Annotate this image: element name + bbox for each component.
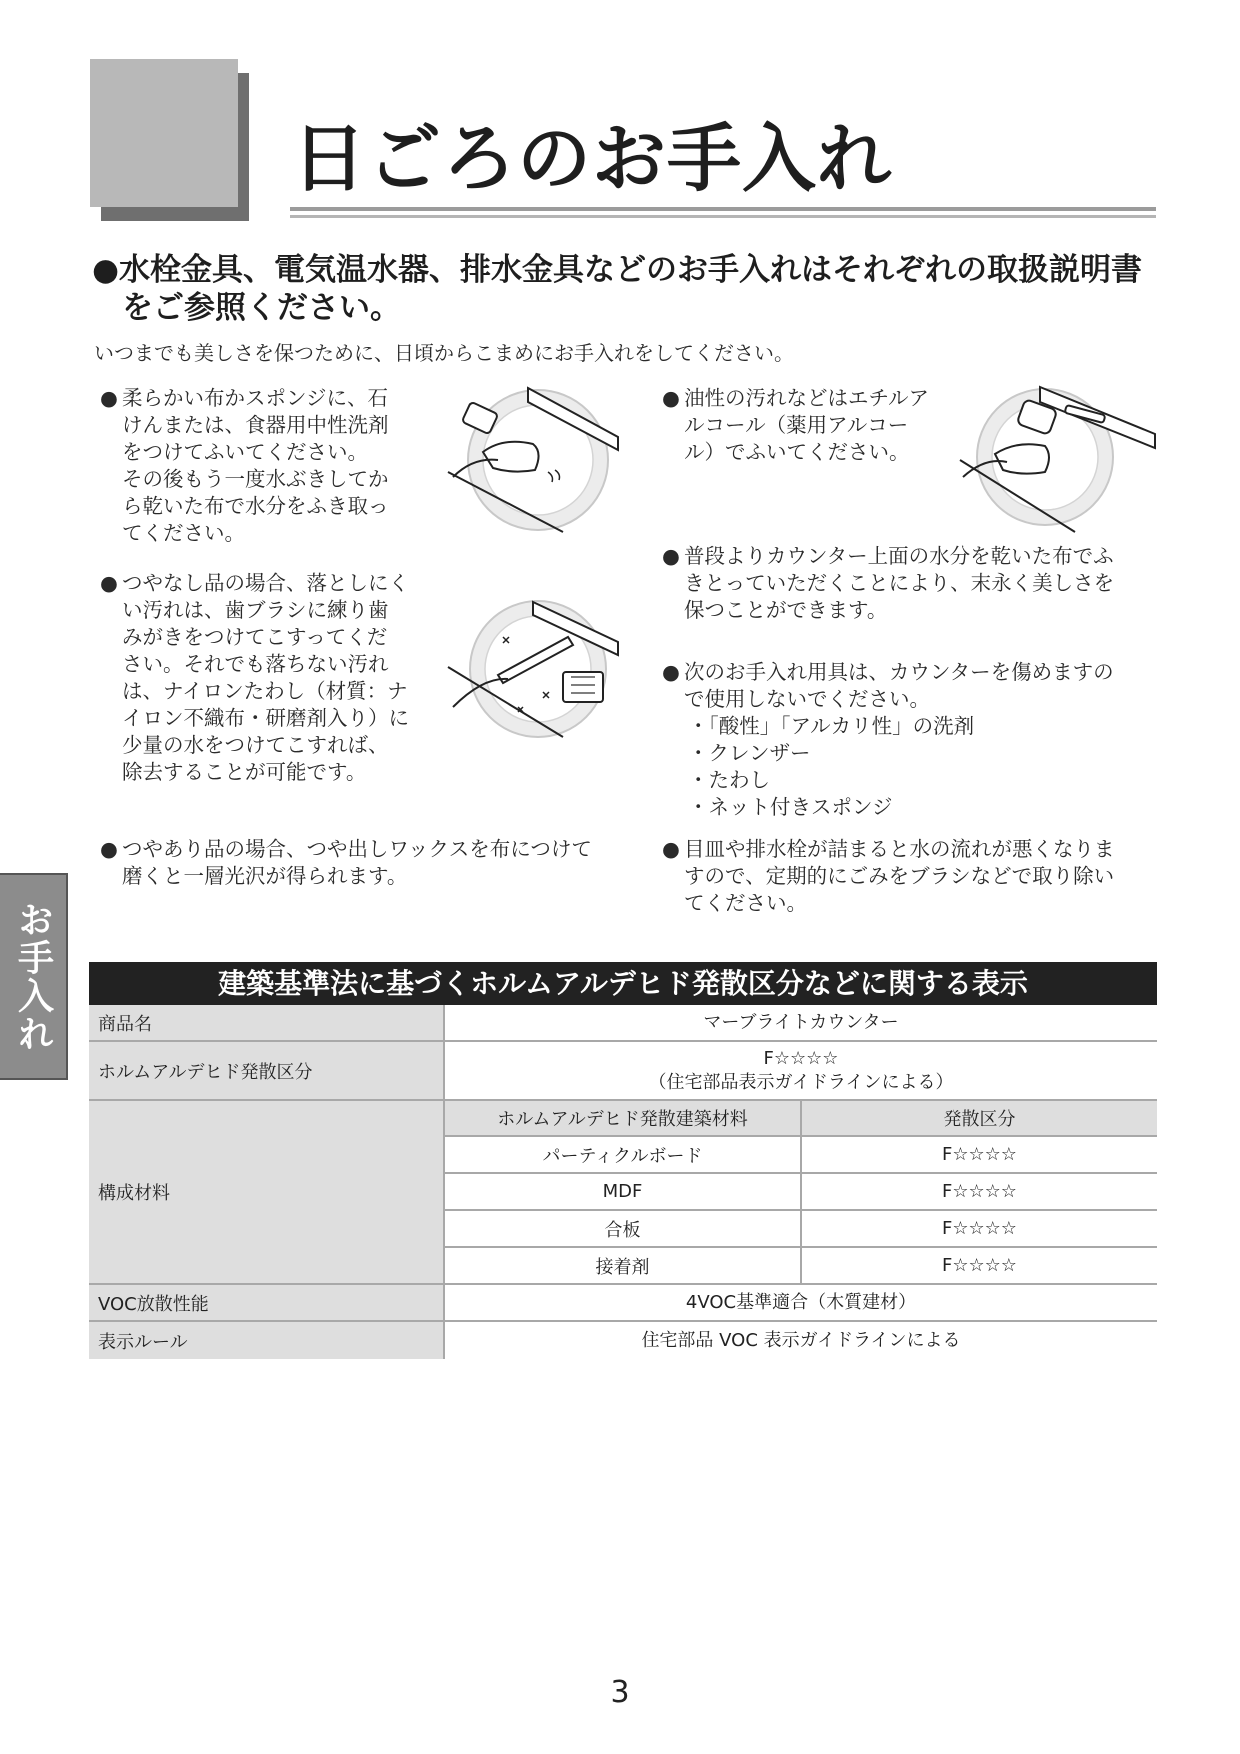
bullet-text: 目皿や排水栓が詰まると水の流れが悪くなりま すので、定期的にごみをブラシなどで取り除い てください。 — [684, 837, 1115, 915]
bullet-dot: ● — [662, 660, 680, 684]
care-bullet-alcohol — [662, 385, 962, 466]
care-bullet-soft-cloth — [100, 385, 430, 547]
rule-value: 住宅部品 VOC 表示ガイドラインによる — [641, 1329, 961, 1351]
material-grade: F☆☆☆☆ — [802, 1174, 1157, 1211]
material-name: 合板 — [445, 1211, 800, 1248]
product-name: マーブライトカウンター — [703, 1011, 899, 1033]
bullet-text: つやなし品の場合、落としにく い汚れは、歯ブラシに練り歯 みがきをつけてこすってくだ さい。それでも落ちない汚れ は、ナイロンたわし（材質：ナ イロン不織布・研磨剤入り）に 少量の水をつけてこすれば、 除去することが可能です。 — [122, 571, 409, 784]
bullet-text: 普段よりカウンター上面の水分を乾いた布でふ きとっていただくことにより、末永く美しさを 保つことができます。 — [684, 544, 1115, 622]
prohibited-tools-list — [662, 713, 1162, 821]
row-value — [445, 1285, 1157, 1320]
side-tab — [0, 873, 68, 1080]
column-divider — [800, 1101, 802, 1283]
heading-line-2: をご参照ください。 — [122, 290, 401, 326]
table-row — [89, 1285, 1157, 1322]
bullet-dot: ● — [100, 837, 118, 861]
row-value — [445, 1322, 1157, 1359]
prohibited-item: ・「酸性」「アルカリ性」の洗剤 — [688, 714, 975, 738]
material-name: パーティクルボード — [445, 1137, 800, 1174]
materials-header-name: ホルムアルデヒド発散建築材料 — [445, 1101, 800, 1137]
title-rule-secondary — [290, 215, 1156, 218]
care-bullet-dry — [662, 543, 1162, 624]
page-title: 日ごろのお手入れ — [292, 116, 892, 202]
material-grade: F☆☆☆☆ — [802, 1137, 1157, 1174]
table-row — [89, 1322, 1157, 1359]
page-number: 3 — [610, 1675, 630, 1710]
care-bullet-drain — [662, 836, 1162, 917]
table-row — [89, 1005, 1157, 1042]
bullet-dot: ● — [662, 544, 680, 568]
toothbrush-illustration — [443, 597, 623, 747]
bullet-dot: ● — [662, 386, 680, 410]
intro-text: いつまでも美しさを保つために、日頃からこまめにお手入れをしてください。 — [94, 341, 794, 365]
wiping-illustration — [443, 382, 623, 537]
row-value — [445, 1005, 1157, 1040]
materials-header-grade: 発散区分 — [802, 1101, 1157, 1137]
formaldehyde-grade: F☆☆☆☆ — [763, 1047, 839, 1069]
bullet-dot: ● — [662, 837, 680, 861]
care-bullet-prohibited-tools — [662, 659, 1162, 821]
prohibited-item: ・たわし — [688, 768, 770, 792]
row-label: 表示ルール — [89, 1322, 443, 1359]
row-value — [445, 1042, 1157, 1099]
bullet-text: 次のお手入れ用具は、カウンターを傷めますの で使用しないでください。 — [684, 660, 1114, 711]
care-bullet-matte — [100, 570, 430, 786]
row-label: ホルムアルデヒド発散区分 — [89, 1042, 443, 1099]
heading-line-1: ●水栓金具、電気温水器、排水金具などのお手入れはそれぞれの取扱説明書 — [92, 252, 1143, 288]
table-row-materials — [89, 1101, 1157, 1285]
side-tab-label: お手入れ — [12, 900, 54, 1053]
title-rule — [290, 207, 1156, 211]
material-grade: F☆☆☆☆ — [942, 1255, 1017, 1276]
section-heading — [92, 251, 1172, 327]
bullet-text: 柔らかい布かスポンジに、石 けんまたは、食器用中性洗剤 をつけてふいてください。 その後もう一度水ぶきしてか ら乾いた布で水分をふき取っ てください。 — [122, 386, 389, 545]
formaldehyde-note: （住宅部品表示ガイドラインによる） — [648, 1071, 954, 1093]
bullet-dot: ● — [100, 571, 118, 595]
title-square-block — [90, 59, 238, 207]
row-label: VOC放散性能 — [89, 1285, 443, 1320]
row-label: 構成材料 — [89, 1101, 443, 1283]
row-label: 商品名 — [89, 1005, 443, 1040]
material-grade: F☆☆☆☆ — [802, 1211, 1157, 1248]
material-name: MDF — [445, 1174, 800, 1211]
table-title: 建築基準法に基づくホルムアルデヒド発散区分などに関する表示 — [89, 962, 1157, 1005]
table-row — [89, 1042, 1157, 1101]
care-bullet-glossy — [100, 836, 660, 890]
bullet-text: つやあり品の場合、つや出しワックスを布につけて 磨くと一層光沢が得られます。 — [122, 837, 592, 888]
prohibited-item: ・ネット付きスポンジ — [688, 795, 893, 819]
bullet-text: 油性の汚れなどはエチルア ルコール（薬用アルコー ル）でふいてください。 — [684, 386, 929, 464]
alcohol-wiping-illustration — [955, 382, 1160, 537]
bullet-dot: ● — [100, 386, 118, 410]
material-name: 接着剤 — [595, 1256, 650, 1278]
voc-value: 4VOC基準適合（木質建材） — [685, 1291, 917, 1313]
prohibited-item: ・クレンザー — [688, 741, 811, 765]
